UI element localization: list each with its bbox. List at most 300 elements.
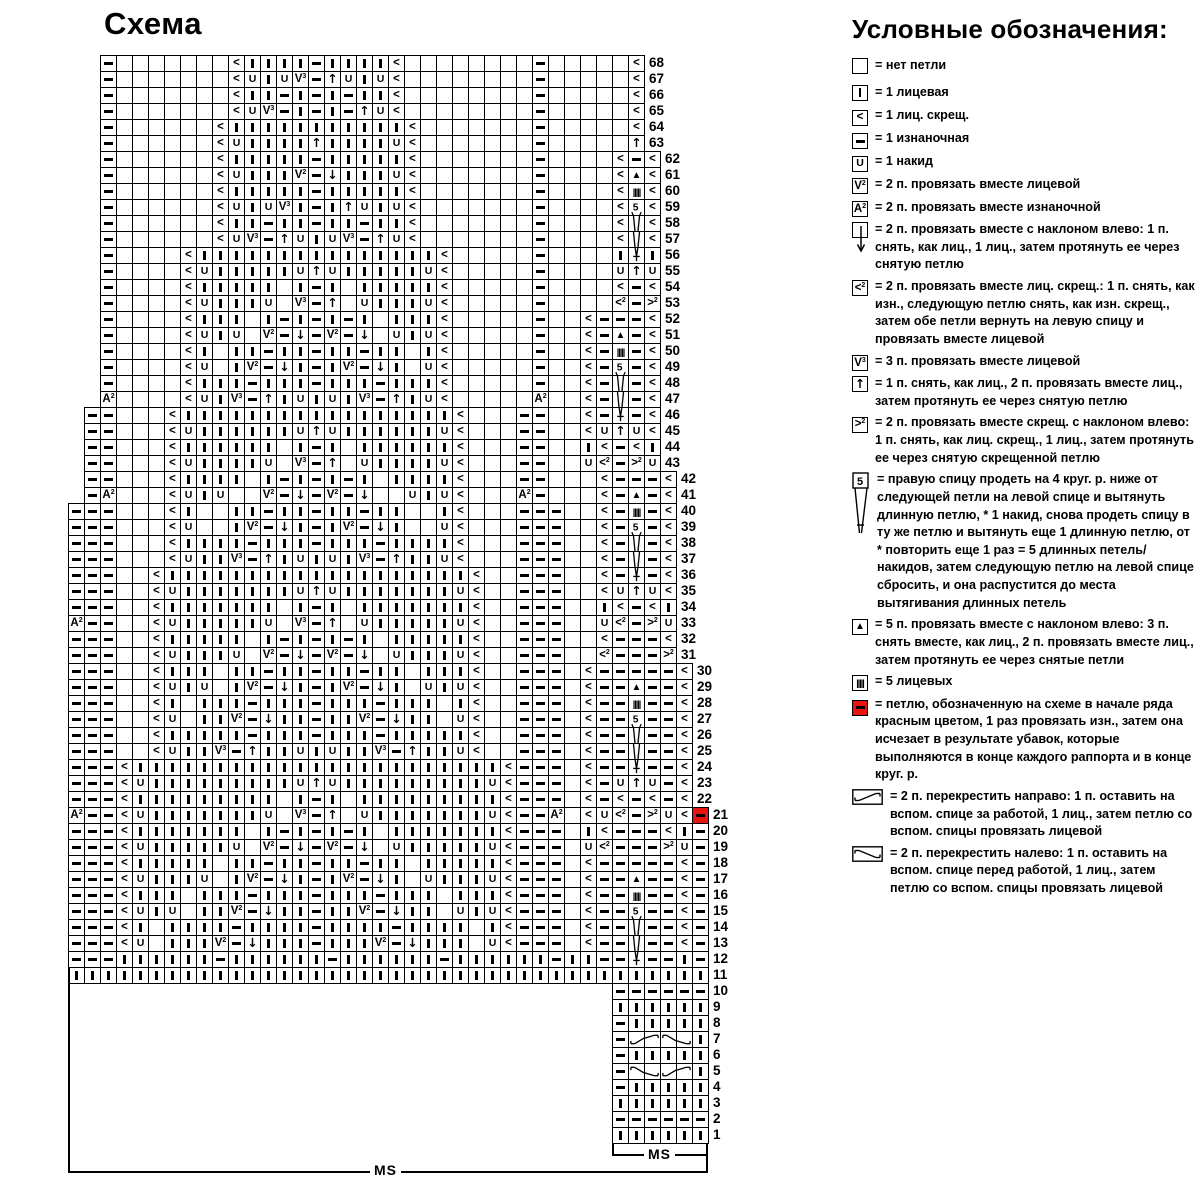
chart-cell <box>324 647 341 664</box>
knit-symbol <box>363 539 365 548</box>
chart-cell <box>484 391 501 408</box>
knit-symbol <box>203 731 205 740</box>
chart-cell <box>212 311 229 328</box>
chart-cell <box>100 167 117 184</box>
chart-cell <box>452 711 469 728</box>
chart-cell <box>468 311 485 328</box>
chart-cell <box>612 583 629 600</box>
chart-cell <box>388 551 405 568</box>
chart-cell <box>180 407 197 424</box>
purl-symbol <box>312 686 321 688</box>
purl-symbol <box>552 542 561 544</box>
chart-cell <box>564 439 581 456</box>
knit-symbol <box>155 891 157 900</box>
chart-cell <box>148 727 165 744</box>
chart-cell <box>244 567 261 584</box>
chart-cell <box>228 359 245 376</box>
row-number: 24 <box>697 759 713 774</box>
knit-symbol <box>299 955 301 964</box>
k5-symbol: ||||| <box>856 678 864 689</box>
chart-cell <box>628 391 645 408</box>
purl-symbol <box>648 926 657 928</box>
knit-symbol <box>267 59 269 68</box>
chart-cell <box>532 247 549 264</box>
chart-cell <box>436 967 453 984</box>
knit-symbol <box>395 619 397 628</box>
knit-symbol <box>411 427 413 436</box>
purl-symbol <box>536 462 545 464</box>
chart-cell <box>548 791 565 808</box>
knit-symbol <box>427 539 429 548</box>
purl-symbol <box>104 238 113 240</box>
chart-cell <box>484 503 501 520</box>
purl-symbol <box>616 766 625 768</box>
chart-cell <box>164 519 181 536</box>
chart-cell <box>532 855 549 872</box>
chart-cell <box>628 311 645 328</box>
purl-symbol <box>104 62 113 64</box>
chart-cell <box>340 887 357 904</box>
svg-text:5: 5 <box>857 476 864 489</box>
chart-cell <box>292 887 309 904</box>
yarnover-symbol: U <box>440 489 449 502</box>
chart-cell <box>180 391 197 408</box>
chart-cell <box>356 935 373 952</box>
chart-cell <box>564 903 581 920</box>
chart-cell <box>68 807 85 824</box>
knit-symbol <box>251 603 253 612</box>
chart-cell <box>228 343 245 360</box>
purl-symbol <box>696 910 705 912</box>
purl-symbol <box>552 846 561 848</box>
chart-cell <box>468 167 485 184</box>
chart-cell <box>356 807 373 824</box>
chart-cell <box>404 503 421 520</box>
chart-cell <box>196 967 213 984</box>
purl-symbol <box>344 94 353 96</box>
chart-cell <box>436 295 453 312</box>
chart-cell <box>292 55 309 72</box>
row-number: 9 <box>713 999 721 1014</box>
legend-item <box>852 278 1198 349</box>
knit-tbl-symbol: < <box>649 392 656 405</box>
yarnover-symbol: U <box>424 329 433 342</box>
knit-symbol <box>299 635 301 644</box>
chart-cell <box>116 439 133 456</box>
knit-symbol <box>427 651 429 660</box>
chart-cell <box>212 823 229 840</box>
knit-symbol <box>331 827 333 836</box>
chart-cell <box>644 727 661 744</box>
chart-cell <box>308 263 325 280</box>
chart-cell <box>196 823 213 840</box>
knit-symbol <box>331 603 333 612</box>
sk2p-symbol: ↑ <box>263 391 274 407</box>
chart-cell <box>148 183 165 200</box>
knit-symbol <box>443 795 445 804</box>
chart-cell <box>324 759 341 776</box>
purl-symbol <box>648 702 657 704</box>
chart-cell <box>468 855 485 872</box>
chart-cell <box>228 679 245 696</box>
chart-cell <box>548 967 565 984</box>
chart-cell <box>84 855 101 872</box>
chart-cell <box>244 247 261 264</box>
knit-symbol <box>219 251 221 260</box>
purl-symbol <box>856 140 865 142</box>
knit-symbol <box>619 1099 621 1108</box>
chart-cell <box>308 567 325 584</box>
purl-symbol <box>632 302 641 304</box>
chart-cell <box>484 487 501 504</box>
knit-symbol <box>219 795 221 804</box>
knit-tbl-symbol: < <box>441 248 448 261</box>
knit-symbol <box>507 971 509 980</box>
chart-cell <box>612 695 629 712</box>
chart-cell <box>612 647 629 664</box>
knit-symbol <box>379 667 381 676</box>
chart-cell <box>244 487 261 504</box>
knit-symbol <box>299 667 301 676</box>
chart-cell <box>164 471 181 488</box>
knit-symbol <box>395 123 397 132</box>
chart-cell <box>100 791 117 808</box>
chart-cell <box>148 71 165 88</box>
chart-cell <box>532 967 549 984</box>
knit-symbol <box>411 571 413 580</box>
chart-cell <box>548 615 565 632</box>
purl-symbol <box>248 558 257 560</box>
knit-symbol <box>683 971 685 980</box>
chart-cell <box>148 439 165 456</box>
chart-cell <box>388 439 405 456</box>
knit-symbol <box>619 1131 621 1140</box>
knit-symbol <box>411 635 413 644</box>
chart-cell <box>116 679 133 696</box>
skp-symbol: ↓ <box>391 903 402 919</box>
purl-symbol <box>248 718 257 720</box>
chart-cell <box>84 775 101 792</box>
chart-cell <box>100 215 117 232</box>
chart-cell <box>340 439 357 456</box>
row-number: 20 <box>713 823 729 838</box>
chart-cell <box>372 567 389 584</box>
chart-cell <box>564 359 581 376</box>
chart-cell <box>324 711 341 728</box>
chart-cell <box>548 327 565 344</box>
purl-symbol <box>520 558 529 560</box>
chart-cell <box>276 119 293 136</box>
chart-cell <box>452 279 469 296</box>
purl-symbol <box>552 638 561 640</box>
chart-cell <box>660 615 677 632</box>
yarnover-symbol: U <box>440 425 449 438</box>
chart-cell <box>388 151 405 168</box>
chart-cell <box>228 215 245 232</box>
purl-symbol <box>616 1054 625 1056</box>
purl-symbol <box>280 846 289 848</box>
chart-cell <box>612 855 629 872</box>
k2tog-tbl-symbol: <$^2$ <box>615 809 626 822</box>
row-number: 66 <box>649 87 665 102</box>
knit-symbol <box>411 891 413 900</box>
chart-cell <box>100 551 117 568</box>
purl-symbol <box>88 478 97 480</box>
chart-cell <box>260 823 277 840</box>
chart-cell <box>564 103 581 120</box>
chart-cell <box>436 823 453 840</box>
chart-cell <box>340 871 357 888</box>
knit-symbol <box>315 763 317 772</box>
purl-symbol <box>312 510 321 512</box>
knit-tbl-symbol: < <box>633 440 640 453</box>
chart-cell <box>372 327 389 344</box>
chart-cell <box>356 359 373 376</box>
chart-cell <box>196 903 213 920</box>
chart-cell <box>468 359 485 376</box>
knit-symbol <box>587 443 589 452</box>
knit-symbol <box>267 763 269 772</box>
chart-cell <box>148 631 165 648</box>
chart-cell <box>628 935 645 952</box>
chart-cell <box>548 119 565 136</box>
chart-cell <box>500 135 517 152</box>
purl-symbol <box>104 462 113 464</box>
chart-cell <box>164 279 181 296</box>
knit-symbol <box>443 683 445 692</box>
chart-cell <box>148 247 165 264</box>
chart-cell <box>500 71 517 88</box>
chart-cell <box>180 487 197 504</box>
chart-cell <box>308 871 325 888</box>
knit-symbol <box>235 571 237 580</box>
chart-cell <box>308 71 325 88</box>
knit-symbol <box>299 891 301 900</box>
chart-cell <box>388 567 405 584</box>
knit-symbol <box>203 955 205 964</box>
purl-symbol <box>552 654 561 656</box>
chart-cell <box>548 487 565 504</box>
chart-cell <box>132 647 149 664</box>
knit-symbol <box>203 475 205 484</box>
knit-symbol <box>251 795 253 804</box>
knit-symbol <box>379 619 381 628</box>
chart-cell <box>404 711 421 728</box>
knit-symbol <box>347 59 349 68</box>
chart-cell <box>388 935 405 952</box>
chart-cell <box>404 439 421 456</box>
chart-cell <box>356 215 373 232</box>
chart-cell <box>484 599 501 616</box>
chart-cell <box>516 503 533 520</box>
chart-cell <box>628 71 645 88</box>
knit-tbl-symbol: < <box>649 232 656 245</box>
purl-symbol <box>312 862 321 864</box>
purl-symbol <box>104 910 113 912</box>
chart-cell <box>276 343 293 360</box>
purl-symbol <box>312 446 321 448</box>
k3tog-symbol: $V^3$ <box>230 393 243 406</box>
purl-symbol <box>648 958 657 960</box>
purl-symbol <box>520 798 529 800</box>
knit-symbol <box>395 811 397 820</box>
knit-symbol <box>571 971 573 980</box>
chart-cell <box>500 711 517 728</box>
chart-cell <box>260 439 277 456</box>
chart-cell <box>468 727 485 744</box>
knit-tbl-symbol: < <box>585 792 592 805</box>
chart-cell <box>436 359 453 376</box>
chart-cell <box>356 519 373 536</box>
chart-cell <box>356 791 373 808</box>
knit-symbol <box>427 555 429 564</box>
chart-cell <box>580 151 597 168</box>
knit-symbol <box>427 491 429 500</box>
purl-symbol <box>536 814 545 816</box>
skp-symbol: ↓ <box>391 711 402 727</box>
chart-cell <box>452 311 469 328</box>
chart-cell <box>436 519 453 536</box>
chart-cell <box>388 231 405 248</box>
chart-cell <box>196 951 213 968</box>
chart-cell <box>644 1127 661 1144</box>
chart-cell <box>484 263 501 280</box>
purl-symbol <box>536 766 545 768</box>
purl-symbol <box>520 926 529 928</box>
chart-cell <box>340 775 357 792</box>
yarnover-symbol: U <box>296 233 305 246</box>
chart-cell <box>516 599 533 616</box>
chart-cell <box>516 119 533 136</box>
chart-cell <box>548 231 565 248</box>
knit-symbol <box>283 779 285 788</box>
chart-cell <box>388 343 405 360</box>
row-number: 40 <box>681 503 697 518</box>
knit-symbol <box>171 859 173 868</box>
knit-symbol <box>123 955 125 964</box>
knit-symbol <box>139 955 141 964</box>
chart-cell <box>132 711 149 728</box>
purl-symbol <box>88 894 97 896</box>
row-number: 2 <box>713 1111 721 1126</box>
knit-symbol <box>331 891 333 900</box>
chart-cell <box>100 327 117 344</box>
chart-cell <box>164 407 181 424</box>
chart-cell <box>228 279 245 296</box>
chart-cell <box>100 855 117 872</box>
chart-cell <box>404 535 421 552</box>
purl-symbol <box>88 750 97 752</box>
chart-cell <box>340 295 357 312</box>
knit-tbl-symbol: < <box>121 888 128 901</box>
chart-cell <box>404 135 421 152</box>
chart-cell <box>644 183 661 200</box>
chart-cell <box>516 183 533 200</box>
chart-cell <box>212 679 229 696</box>
chart-cell <box>116 103 133 120</box>
yarnover-symbol: U <box>184 489 193 502</box>
chart-cell <box>324 327 341 344</box>
purl-symbol <box>312 734 321 736</box>
chart-cell <box>596 711 613 728</box>
chart-cell <box>276 647 293 664</box>
knit-symbol <box>155 859 157 868</box>
chart-cell <box>532 311 549 328</box>
chart-cell <box>532 71 549 88</box>
chart-cell <box>372 839 389 856</box>
chart-cell <box>116 903 133 920</box>
purl-symbol <box>88 878 97 880</box>
purl-symbol <box>72 702 81 704</box>
knit-symbol <box>235 731 237 740</box>
knit-symbol <box>203 811 205 820</box>
chart-cell <box>372 807 389 824</box>
chart-cell <box>372 599 389 616</box>
knit-symbol <box>363 939 365 948</box>
purl-symbol <box>72 958 81 960</box>
chart-cell <box>420 919 437 936</box>
chart-cell <box>468 391 485 408</box>
chart-cell <box>404 951 421 968</box>
chart-cell <box>644 343 661 360</box>
chart-cell <box>628 183 645 200</box>
chart-cell <box>276 215 293 232</box>
chart-cell <box>628 855 645 872</box>
purl-symbol <box>600 702 609 704</box>
chart-cell <box>452 695 469 712</box>
chart-cell <box>356 887 373 904</box>
chart-cell <box>660 791 677 808</box>
knit-symbol <box>299 123 301 132</box>
chart-cell <box>292 935 309 952</box>
chart-cell <box>260 903 277 920</box>
chart-cell <box>628 247 645 264</box>
knit-symbol <box>299 523 301 532</box>
purl-symbol <box>104 798 113 800</box>
chart-cell <box>356 343 373 360</box>
chart-cell <box>516 375 533 392</box>
svg-text:5: 5 <box>616 362 623 374</box>
knit-symbol <box>395 763 397 772</box>
chart-cell <box>676 871 693 888</box>
purl-symbol <box>88 718 97 720</box>
chart-cell <box>68 903 85 920</box>
chart-cell <box>180 343 197 360</box>
chart-cell <box>244 407 261 424</box>
chart-cell <box>612 343 629 360</box>
knit-symbol <box>331 379 333 388</box>
chart-cell <box>292 919 309 936</box>
chart-cell <box>468 903 485 920</box>
chart-cell <box>148 119 165 136</box>
sk2p-icon <box>852 376 868 394</box>
knit-tbl-symbol: < <box>169 408 176 421</box>
knit-symbol <box>379 59 381 68</box>
chart-cell <box>516 455 533 472</box>
knit-tbl-symbol: < <box>153 568 160 581</box>
chart-cell <box>148 887 165 904</box>
chart-cell <box>436 775 453 792</box>
knit-tbl-symbol: < <box>633 56 640 69</box>
chart-cell <box>532 391 549 408</box>
chart-cell <box>292 567 309 584</box>
chart-cell <box>324 887 341 904</box>
purl-symbol <box>376 894 385 896</box>
legend-item-text: = 1 изнаночная <box>875 130 970 145</box>
purl-symbol <box>264 222 273 224</box>
chart-cell <box>116 455 133 472</box>
purl-symbol <box>616 1038 625 1040</box>
